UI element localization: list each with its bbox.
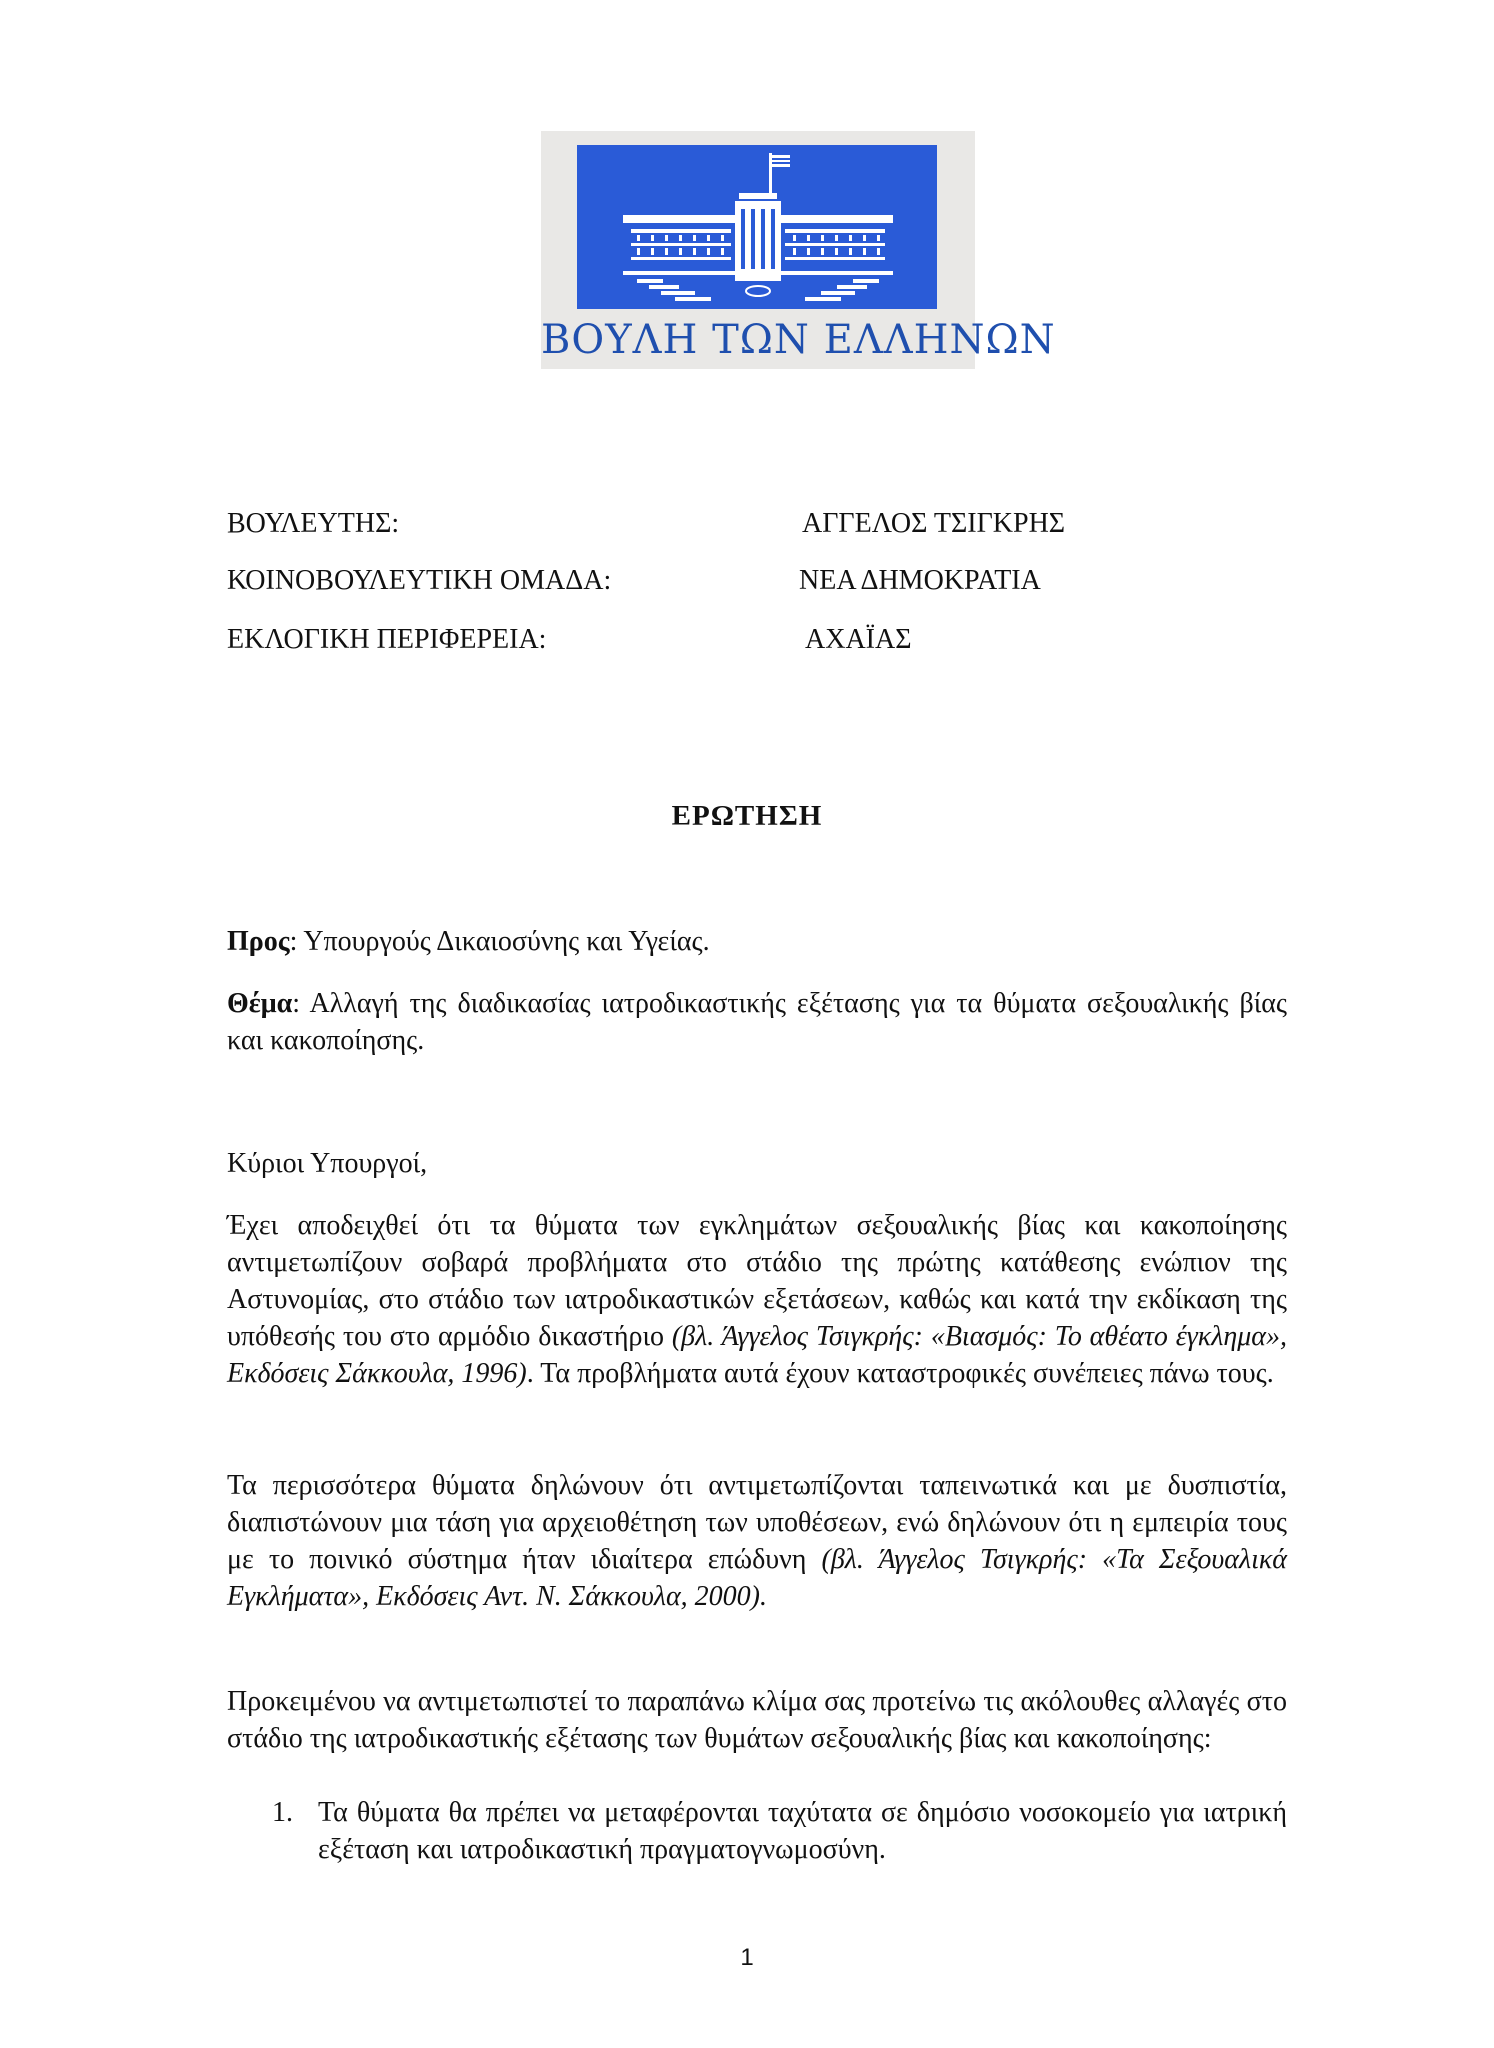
list-item <box>272 1794 1287 1868</box>
paragraph-1-tail: . Τα προβλήματα αυτά έχουν καταστροφικές συνέπειες πάνω τους. <box>526 1358 1274 1389</box>
paragraph-1-text: Έχει αποδειχθεί ότι τα θύματα των εγκλημάτων σεξουαλικής βίας και κακοποίησης αντιμετωπίζουν σοβαρά προβλήματα στο στάδιο της πρώτης κατάθεσης ενώπιον της Αστυνομίας, στο στάδιο των ιατροδικαστικών εξετάσεων, καθώς και κατά την εκδίκαση της υπόθεσής του στο αρμόδιο δικαστήριο <box>227 1210 1287 1352</box>
page-number: 1 <box>740 1944 754 1971</box>
header-label: ΚΟΙΝΟΒΟΥΛΕΥΤΙΚΗ ΟΜΑΔΑ: <box>227 565 612 596</box>
header-value: ΝΕΑ ΔΗΜΟΚΡΑΤΙΑ <box>799 565 1041 596</box>
salutation: Κύριοι Υπουργοί, <box>227 1148 428 1179</box>
parliament-logo <box>541 131 1056 369</box>
subject-line <box>227 985 1287 1059</box>
subject-label: Θέμα <box>227 988 293 1019</box>
paragraph-2-text: Τα περισσότερα θύματα δηλώνουν ότι αντιμετωπίζονται ταπεινωτικά και με δυσπιστία, διαπιστώνουν μια τάση για αρχειοθέτηση των υποθέσεων, ενώ δηλώνουν ότι η εμπειρία τους με το ποινικό σύστημα ήταν ιδιαίτερα επώδυνη <box>227 1470 1287 1575</box>
header-value: ΑΓΓΕΛΟΣ ΤΣΙΓΚΡΗΣ <box>802 508 1066 539</box>
header-label: ΒΟΥΛΕΥΤΗΣ: <box>227 508 400 539</box>
list-item-text: Τα θύματα θα πρέπει να μεταφέρονται ταχύτατα σε δημόσιο νοσοκομείο για ιατρική εξέταση και ιατροδικαστική πραγματογνωμοσύνη. <box>318 1797 1287 1865</box>
logo-caption: ΒΟΥΛΗ ΤΩΝ ΕΛΛΗΝΩΝ <box>541 317 1056 363</box>
recipients-label: Προς <box>227 926 290 957</box>
recipients-text: : Υπουργούς Δικαιοσύνης και Υγείας. <box>289 926 710 957</box>
header-label: ΕΚΛΟΓΙΚΗ ΠΕΡΙΦΕΡΕΙΑ: <box>227 624 547 655</box>
paragraph-2-citation: (βλ. Άγγελος Τσιγκρής: «Τα Σεξουαλικά Εγκλήματα», Εκδόσεις Αντ. Ν. Σάκκουλα, 2000). <box>227 1544 1288 1612</box>
list-item-number: 1. <box>272 1797 293 1828</box>
document-title: ΕΡΩΤΗΣΗ <box>671 800 823 832</box>
paragraph-1 <box>227 1207 1287 1392</box>
header-value: ΑΧΑΪΑΣ <box>805 624 912 655</box>
paragraph-2 <box>227 1467 1287 1615</box>
paragraph-1-citation: (βλ. Άγγελος Τσιγκρής: «Βιασμός: Το αθέατο έγκλημα», Εκδόσεις Σάκκουλα, 1996) <box>227 1321 1287 1389</box>
subject-text: : Αλλαγή της διαδικασίας ιατροδικαστικής εξέτασης για τα θύματα σεξουαλικής βίας και κακοποίησης. <box>227 988 1287 1056</box>
paragraph-3: Προκειμένου να αντιμετωπιστεί το παραπάνω κλίμα σας προτείνω τις ακόλουθες αλλαγές στο στάδιο της ιατροδικαστικής εξέτασης των θυμάτων σεξουαλικής βίας και κακοποίησης: <box>227 1686 1287 1754</box>
recipients-line <box>227 923 1287 960</box>
